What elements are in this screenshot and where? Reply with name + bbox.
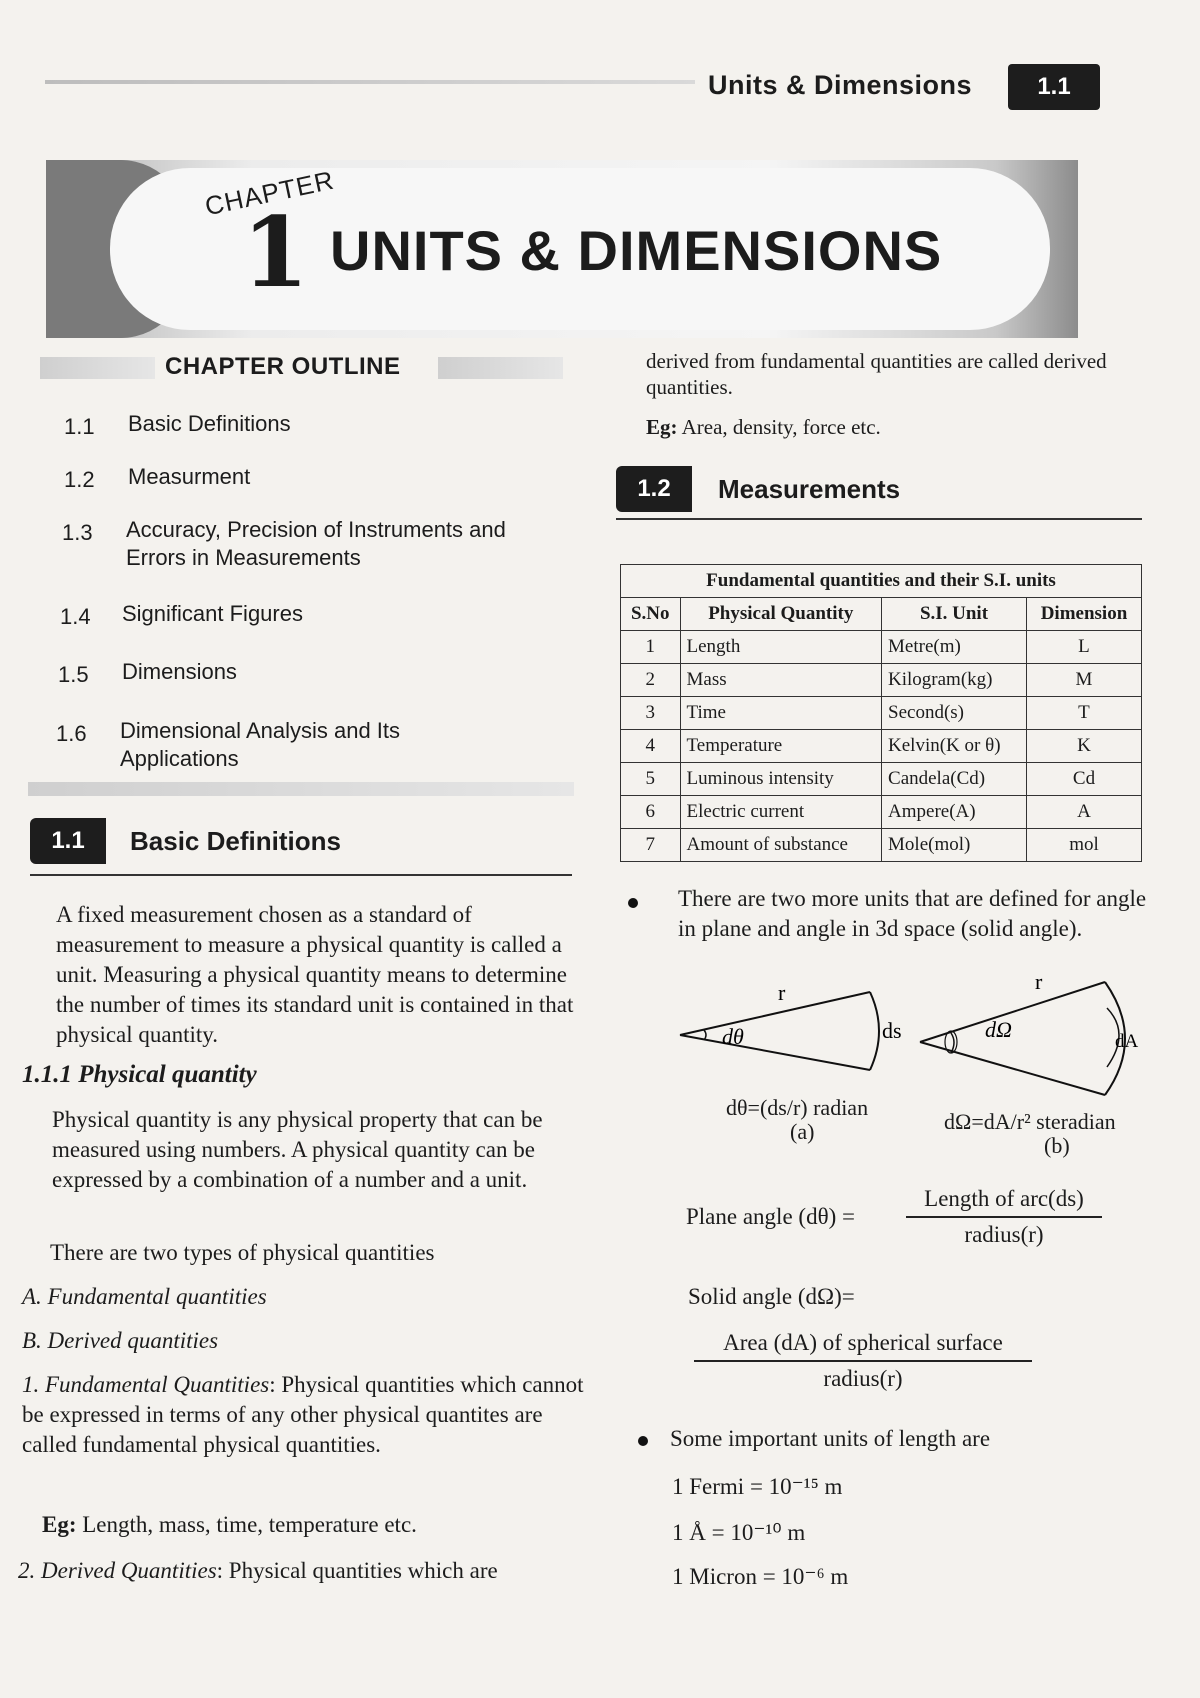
fraction-bar <box>694 1360 1032 1362</box>
derived-example <box>646 412 881 442</box>
table-cell: 4 <box>621 730 681 763</box>
fundamental-text: : Physical quantities which cannot be expressed in terms of any other physical quantites are called fundamental physical quantities. <box>22 1372 584 1457</box>
table-cell: Kilogram(kg) <box>882 664 1027 697</box>
outline-item-number: 1.6 <box>56 721 87 746</box>
figure-a-label: (a) <box>790 1119 815 1144</box>
plane-denominator: radius(r) <box>964 1222 1044 1247</box>
chapter-title: UNITS & DIMENSIONS <box>330 219 943 282</box>
derived-example-text: Area, density, force etc. <box>677 415 881 439</box>
table-cell: Mole(mol) <box>882 829 1027 862</box>
bullet-dot <box>638 1436 648 1446</box>
table-cell: Ampere(A) <box>882 796 1027 829</box>
table-cell: Kelvin(K or θ) <box>882 730 1027 763</box>
table-cell: Mass <box>680 664 882 697</box>
table-caption: Fundamental quantities and their S.I. units <box>621 565 1142 598</box>
table-row <box>621 730 1142 763</box>
section-badge: 1.2 <box>616 466 692 512</box>
si-units-table <box>620 564 1142 862</box>
chapter-number: 1 <box>242 196 309 309</box>
table-cell: A <box>1026 796 1141 829</box>
table-cell: L <box>1026 631 1141 664</box>
types-intro: There are two types of physical quantities <box>50 1240 435 1265</box>
table-cell: Electric current <box>680 796 882 829</box>
table-row <box>621 763 1142 796</box>
table-cell: Metre(m) <box>882 631 1027 664</box>
derived-example-label: Eg: <box>646 415 678 439</box>
table-header: S.No <box>621 598 681 631</box>
fundamental-example-text: Length, mass, time, temperature etc. <box>76 1512 417 1537</box>
arc-length-label: ds <box>882 1018 902 1043</box>
physical-quantity-paragraph: Physical quantity is any physical property that can be measured using numbers. A physical quantity can be expressed by a combination of a number and a unit. <box>52 1107 543 1192</box>
fundamental-label: 1. Fundamental Quantities <box>22 1372 270 1397</box>
type-b: B. Derived quantities <box>22 1328 219 1353</box>
outline-heading: CHAPTER OUTLINE <box>165 353 401 380</box>
table-cell: Time <box>680 697 882 730</box>
plane-angle-fraction <box>906 1186 1102 1248</box>
table-cell: K <box>1026 730 1141 763</box>
outline-item-number: 1.5 <box>58 662 89 687</box>
table-cell: 3 <box>621 697 681 730</box>
table-row <box>621 829 1142 862</box>
table-cell: Cd <box>1026 763 1141 796</box>
fundamental-example <box>42 1510 417 1540</box>
table-cell: Amount of substance <box>680 829 882 862</box>
outline-item-number: 1.1 <box>64 414 95 439</box>
solid-denominator: radius(r) <box>823 1366 903 1391</box>
plane-numerator: Length of arc(ds) <box>924 1186 1084 1211</box>
outline-item-text: Accuracy, Precision of Instruments and Errors in Measurements <box>126 517 506 570</box>
type-a: A. Fundamental quantities <box>22 1284 267 1309</box>
solid-angle-label: dΩ <box>985 1017 1012 1042</box>
table-cell: 6 <box>621 796 681 829</box>
solid-angle-fraction <box>694 1330 1032 1392</box>
derived-quantities-paragraph <box>18 1556 598 1586</box>
length-units-intro: Some important units of length are <box>670 1426 991 1451</box>
table-row <box>621 631 1142 664</box>
table-cell: 7 <box>621 829 681 862</box>
header-rule <box>45 80 695 84</box>
table-row <box>621 697 1142 730</box>
subsection-heading: 1.1.1 Physical quantity <box>22 1061 257 1088</box>
fraction-bar <box>906 1216 1102 1218</box>
table-cell: M <box>1026 664 1141 697</box>
solid-radius-label: r <box>1035 975 1043 994</box>
solid-angle-definition-label: Solid angle (dΩ)= <box>688 1284 855 1309</box>
outline-item-number: 1.3 <box>62 520 93 545</box>
plane-radius-label: r <box>778 980 786 1005</box>
plane-angle-figure <box>670 970 930 1080</box>
chapter-word: CHAPTER <box>202 164 337 222</box>
section-rule <box>616 518 1142 520</box>
section-badge: 1.1 <box>30 818 106 864</box>
table-header: Physical Quantity <box>680 598 882 631</box>
outline-heading-bar-left <box>40 357 155 379</box>
figure-b-label: (b) <box>1044 1133 1070 1158</box>
table-cell: Length <box>680 631 882 664</box>
table-header: S.I. Unit <box>882 598 1027 631</box>
derived-label: 2. Derived Quantities <box>18 1558 217 1583</box>
bullet-dot <box>628 898 638 908</box>
table-header-row <box>621 598 1142 631</box>
derived-text: : Physical quantities which are <box>216 1558 498 1583</box>
page-number-badge: 1.1 <box>1008 64 1100 110</box>
fundamental-quantities-paragraph <box>22 1370 587 1460</box>
section-rule <box>30 874 572 876</box>
outline-item-text: Measurment <box>128 464 251 489</box>
solid-angle-figure <box>915 975 1150 1100</box>
table-cell: mol <box>1026 829 1141 862</box>
running-header-title: Units & Dimensions <box>708 70 973 100</box>
outline-item-text: Dimensional Analysis and Its Applications <box>120 718 401 771</box>
plane-angle-definition-label: Plane angle (dθ) = <box>686 1204 855 1229</box>
section-title: Basic Definitions <box>130 826 341 856</box>
table-row <box>621 664 1142 697</box>
derived-continuation: derived from fundamental quantities are called derived quantities. <box>646 349 1107 399</box>
unit-definition-paragraph: A fixed measurement chosen as a standard of measurement to measure a physical quantity is called a unit. Measuring a physical quantity means to determine the number of times its standard unit is contained in that physical quantity. <box>56 902 574 1047</box>
area-label: dA <box>1115 1031 1139 1052</box>
angle-units-paragraph: There are two more units that are defined for angle in plane and angle in 3d space (solid angle). <box>678 886 1147 941</box>
table-header: Dimension <box>1026 598 1141 631</box>
section-title: Measurements <box>718 474 901 504</box>
table-cell: 2 <box>621 664 681 697</box>
solid-angle-formula: dΩ=dA/r² steradian <box>944 1109 1116 1134</box>
outline-item-number: 1.2 <box>64 467 95 492</box>
outline-item-text: Basic Definitions <box>128 411 291 436</box>
micron-unit: 1 Micron = 10⁻⁶ m <box>672 1564 849 1589</box>
table-cell: 5 <box>621 763 681 796</box>
table-row <box>621 796 1142 829</box>
outline-bottom-bar <box>28 782 574 796</box>
angstrom-unit: 1 Å = 10⁻¹⁰ m <box>672 1520 806 1545</box>
plane-angle-formula: dθ=(ds/r) radian <box>726 1095 869 1120</box>
table-cell: T <box>1026 697 1141 730</box>
outline-item-number: 1.4 <box>60 604 91 629</box>
fundamental-example-label: Eg: <box>42 1512 77 1537</box>
table-cell: Luminous intensity <box>680 763 882 796</box>
outline-item-text: Dimensions <box>122 659 237 684</box>
table-cell: 1 <box>621 631 681 664</box>
outline-item-text: Significant Figures <box>122 601 303 626</box>
plane-angle-label: dθ <box>722 1024 744 1049</box>
table-cell: Temperature <box>680 730 882 763</box>
table-cell: Candela(Cd) <box>882 763 1027 796</box>
outline-heading-bar-right <box>438 357 563 379</box>
solid-numerator: Area (dA) of spherical surface <box>723 1330 1003 1355</box>
table-cell: Second(s) <box>882 697 1027 730</box>
fermi-unit: 1 Fermi = 10⁻¹⁵ m <box>672 1474 843 1499</box>
